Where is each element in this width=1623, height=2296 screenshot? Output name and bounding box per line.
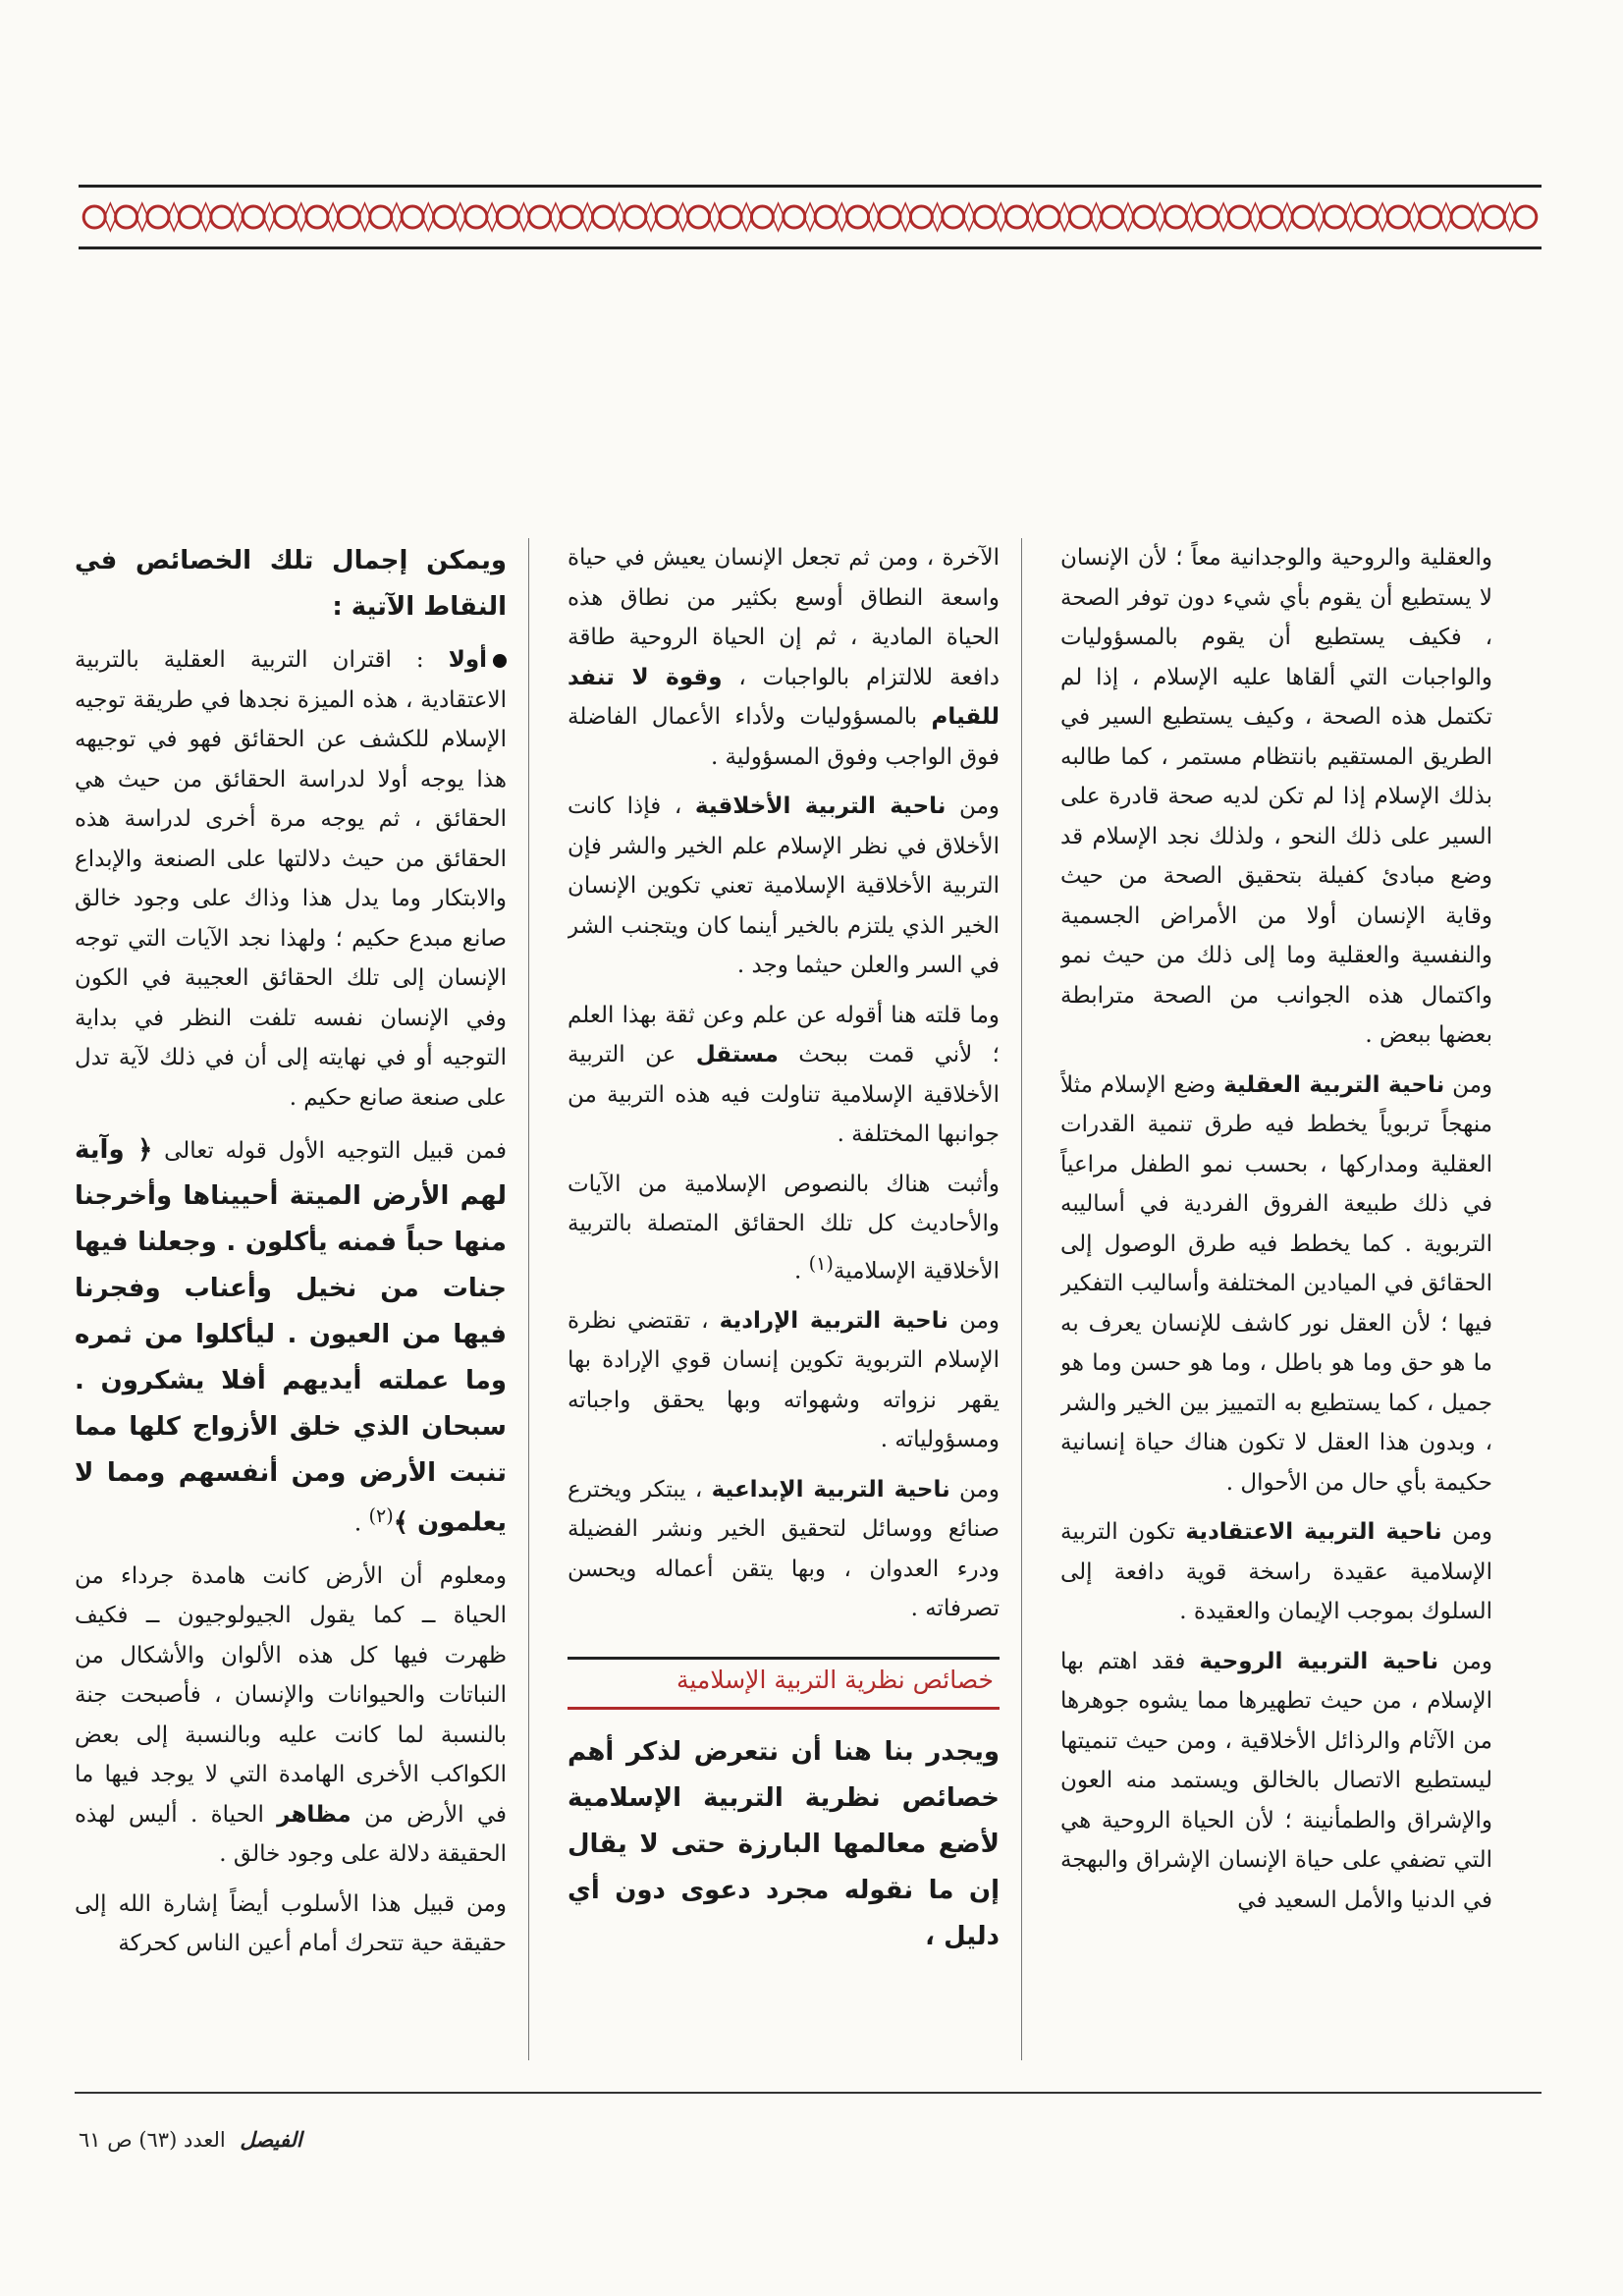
paragraph-will bbox=[568, 1301, 1000, 1460]
footnote-ref: (١) bbox=[808, 1251, 834, 1275]
ornament-ring bbox=[847, 206, 869, 228]
ornament-ring bbox=[943, 206, 964, 228]
bottom-rule bbox=[75, 2092, 1542, 2094]
paragraph-first-point bbox=[75, 640, 507, 1118]
emphasis: وقوة لا تنفد للقيام bbox=[568, 664, 1000, 730]
paragraph-body: الحياة . أليس لهذه الحقيقة دلالة على وجود خالق . bbox=[75, 1801, 507, 1868]
ornament-ring bbox=[1356, 206, 1378, 228]
paragraph-body: عن التربية الأخلاقية الإسلامية تناولت فيه هذه التربية من جوانبها المختلفة . bbox=[568, 1042, 1000, 1147]
ornament-ring bbox=[910, 206, 932, 228]
ornament-ring bbox=[1228, 206, 1250, 228]
column-divider bbox=[1021, 538, 1022, 2060]
paragraph-body: فمن قبيل التوجيه الأول قوله تعالى bbox=[152, 1138, 507, 1164]
ornament-ring bbox=[434, 206, 456, 228]
column-divider bbox=[528, 538, 529, 2060]
ornament-ring bbox=[1038, 206, 1059, 228]
paragraph-body: . bbox=[353, 1510, 369, 1537]
ornament-ring bbox=[1133, 206, 1155, 228]
paragraph-prefix: ومن bbox=[1438, 1648, 1492, 1674]
paragraph-creative bbox=[568, 1470, 1000, 1629]
paragraph-moral bbox=[568, 787, 1000, 986]
ornament-ring bbox=[465, 206, 487, 228]
ornament-ring bbox=[688, 206, 710, 228]
ornament-ring bbox=[243, 206, 264, 228]
heading-belief-education: ناحية التربية الاعتقادية bbox=[1185, 1519, 1442, 1545]
ornament-ring bbox=[275, 206, 297, 228]
ornament-ring bbox=[592, 206, 614, 228]
page-number: ٦١ bbox=[79, 2128, 101, 2152]
ornament-ring bbox=[784, 206, 805, 228]
ornament-ring bbox=[1483, 206, 1504, 228]
paragraph-body: ، فإذا كانت الأخلاق في نظر الإسلام علم الخير والشر فإن التربية الأخلاقية الإسلامية تعني تكوين الإنسان الخير الذي يلتزم بالخير أينما كان ويتجنب الشر في السر والعلن حيثما وجد . bbox=[568, 793, 1000, 978]
paragraph-body: ، يبتكر ويخترع صنائع ووسائل لتحقيق الخير ونشر الفضيلة ودرء العدوان ، وبها يتقن أعماله ويحسن تصرفاته . bbox=[568, 1476, 1000, 1622]
ornamental-border bbox=[79, 185, 1542, 249]
ornament-ring bbox=[879, 206, 900, 228]
paragraph-prefix: ومن bbox=[1441, 1519, 1492, 1545]
paragraph-body: ومعلوم أن الأرض كانت هامدة جرداء من الحياة ــ كما يقول الجيولوجيون ــ فكيف ظهرت فيها كل هذه الألوان والأشكال من النباتات والحيوانات والإنسان ، فأصبحت جنة بالنسبة لما كانت عليه وبالنسبة إلى بعض الكواكب الأخرى الهامدة التي لا يوجد فيها ما في الأرض من bbox=[75, 1562, 507, 1828]
paragraph-body: وضع الإسلام مثلاً منهجاً تربوياً يخطط فيه طرق تنمية القدرات العقلية ومداركها ، بحسب نمو الطفل مراعياً في ذلك طبيعة الفروق الفردية في أساليبه التربوية . كما يخطط فيه طرق الوصول إلى الحقائق في الميادين المختلفة وأساليب التفكير فيها ؛ لأن العقل نور كاشف للإنسان يعرف به ما هو حق وما هو باطل ، وما هو حسن وما هو جميل ، كما يستطيع به التمييز بين الخير والشر ، وبدون هذا العقل لا تكون هناك حياة إنسانية حكيمة بأي حال من الأحوال . bbox=[1060, 1071, 1492, 1496]
ornament-ring bbox=[1165, 206, 1187, 228]
ornament-ring bbox=[974, 206, 996, 228]
paragraph-prefix: ومن bbox=[1444, 1071, 1492, 1098]
ornament-ring bbox=[370, 206, 392, 228]
footnote-ref: (٢) bbox=[368, 1504, 394, 1527]
paragraph-body: وأثبت هناك بالنصوص الإسلامية من الآيات والأحاديث كل تلك الحقائق المتصلة بالتربية الأخلاقية الإسلامية bbox=[568, 1171, 1000, 1285]
paragraph-belief bbox=[1060, 1512, 1492, 1632]
ornament-ring bbox=[338, 206, 359, 228]
magazine-name: الفيصل bbox=[240, 2127, 302, 2152]
quran-verse: ﴿ وآية لهم الأرض الميتة أحييناها وأخرجنا منها حباً فمنه يأكلون . وجعلنا فيها جنات من نخيل وأعناب وفجرنا فيها من العيون . ليأكلوا من ثمره وما عملته أيديهم أفلا يشكرون . سبحان الذي خلق الأزواج كلها مما تنبت الأرض ومن أنفسهم ومما لا يعلمون ﴾ bbox=[75, 1135, 507, 1538]
column-left bbox=[75, 538, 507, 2060]
section-title: خصائص نظرية التربية الإسلامية bbox=[568, 1657, 1000, 1710]
heading-spiritual-education: ناحية التربية الروحية bbox=[1199, 1648, 1439, 1674]
point-label: أولا bbox=[448, 647, 487, 673]
paragraph-spiritual bbox=[1060, 1642, 1492, 1921]
emphasis: مستقل bbox=[695, 1042, 779, 1067]
ornament-ring bbox=[402, 206, 423, 228]
heading-mental-education: ناحية التربية العقلية bbox=[1223, 1071, 1445, 1098]
ornament-ring bbox=[179, 206, 200, 228]
paragraph-body: : اقتران التربية العقلية بالتربية الاعتقادية ، هذه الميزة نجدها في طريقة توجيه الإسلام للكشف عن الحقائق فهو في توجيهه هذا يوجه أولا لدراسة الحقائق من حيث هي الحقائق ، ثم يوجه مرة أخرى لدراسة هذه الحقائق من حيث دلالتها على الصنعة والإبداع والابتكار وما يدل هذا وذاك على وجود خالق صانع مبدع حكيم ؛ ولهذا نجد الآيات التي توجه الإنسان إلى تلك الحقائق العجيبة في الكون وفي الإنسان نفسه تلفت النظر في بداية التوجيه أو في نهايته إلى أن في ذلك لآية تدل على صنعة صانع حكيم . bbox=[75, 647, 507, 1111]
ornament-ring bbox=[1324, 206, 1345, 228]
page-label: ص bbox=[107, 2128, 133, 2152]
ornament-ring bbox=[529, 206, 551, 228]
paragraph-last: ومن قبيل هذا الأسلوب أيضاً إشارة الله إلى حقيقة حية تتحرك أمام أعين الناس كحركة bbox=[75, 1890, 507, 1957]
ornament-ring bbox=[1069, 206, 1091, 228]
paragraph: والعقلية والروحية والوجدانية معاً ؛ لأن الإنسان لا يستطيع أن يقوم بأي شيء دون توفر الصحة ، فكيف يستطيع أن يقوم بالمسؤوليات والواجبات التي ألقاها عليه الإسلام ، إذا لم تكتمل هذه الصحة ، وكيف يستطيع السير في الطريق المستقيم بانتظام مستمر ، كما طالبه بذلك الإسلام إذا لم تكن لديه صحة قادرة على السير على ذلك النحو ، ولذلك نجد الإسلام قد وضع مبادئ كفيلة بتحقيق الصحة من حيث وقاية الإنسان أولا من الأمراض الجسمية والنفسية والعقلية وما إلى ذلك من حيث نمو واكتمال هذه الجوانب من الصحة مترابطة بعضها ببعض . bbox=[1060, 545, 1492, 1048]
ornament-ring bbox=[1261, 206, 1282, 228]
paragraph-earth bbox=[75, 1557, 507, 1875]
ornament-ring bbox=[1292, 206, 1314, 228]
ornament-ring bbox=[561, 206, 582, 228]
heading-moral-education: ناحية التربية الأخلاقية bbox=[694, 793, 947, 819]
emphasis: مظاهر bbox=[277, 1801, 352, 1828]
paragraph-prefix: ومن bbox=[946, 793, 1000, 819]
ornament-ring bbox=[624, 206, 646, 228]
paragraph-body: تكون التربية الإسلامية عقيدة راسخة قوية دافعة إلى السلوك بموجب الإيمان والعقيدة . bbox=[1060, 1519, 1492, 1624]
paragraph-prefix: ومن bbox=[949, 1476, 1000, 1503]
page-footer bbox=[79, 2127, 302, 2152]
ornament-pattern bbox=[79, 188, 1542, 246]
heading-creative-education: ناحية التربية الإبداعية bbox=[711, 1476, 950, 1503]
paragraph-body: ، تقتضي نظرة الإسلام التربوية تكوين إنسان قوي الإرادة بها يقهر نزواته وشهواته وبها يحقق واجباته ومسؤولياته . bbox=[568, 1307, 1000, 1453]
ornament-ring bbox=[147, 206, 169, 228]
paragraph-quote bbox=[75, 1127, 507, 1547]
column-right bbox=[1060, 538, 1492, 2060]
paragraph-prefix: ومن bbox=[948, 1307, 1000, 1334]
issue-label: العدد bbox=[183, 2128, 226, 2152]
ornament-ring bbox=[1006, 206, 1028, 228]
ornament-ring bbox=[720, 206, 741, 228]
ornament-ring bbox=[815, 206, 837, 228]
paragraph-body: الآخرة ، ومن ثم تجعل الإنسان يعيش في حياة واسعة النطاق أوسع بكثير من نطاق هذه الحياة المادية ، ثم إن الحياة الروحية طاقة دافعة للالتزام بالواجبات ، bbox=[568, 545, 1000, 690]
paragraph-body: . bbox=[793, 1258, 809, 1285]
ornament-ring bbox=[1451, 206, 1473, 228]
ornament-ring bbox=[1420, 206, 1441, 228]
ornament-ring bbox=[751, 206, 773, 228]
paragraph-mental bbox=[1060, 1066, 1492, 1503]
paragraph-body: فقد اهتم بها الإسلام ، من حيث تطهيرها مما يشوه جوهرها من الآثام والرذائل الأخلاقية ، ومن حيث تنميتها ليستطيع الاتصال بالخالق ويستمد منه العون والإشراق والطمأنينة ؛ لأن الحياة الروحية هي التي تضفي على حياة الإنسان الإشراق والبهجة في الدنيا والأمل السعيد في bbox=[1060, 1648, 1492, 1913]
heading-will-education: ناحية التربية الإرادية bbox=[719, 1307, 949, 1334]
ornament-ring bbox=[497, 206, 518, 228]
ornament-ring bbox=[306, 206, 328, 228]
ornament-ring bbox=[1515, 206, 1537, 228]
paragraph-hereafter bbox=[568, 538, 1000, 777]
section-intro: ويجدر بنا هنا أن نتعرض لذكر أهم خصائص نظرية التربية الإسلامية لأضع معالمها البارزة حتى لا يقال إن ما نقوله مجرد دعوى دون أي دليل ، bbox=[568, 1736, 1000, 1951]
bullet-icon bbox=[493, 654, 507, 668]
lead-heading: ويمكن إجمال تلك الخصائص في النقاط الآتية : bbox=[75, 546, 507, 622]
ornament-ring bbox=[1102, 206, 1123, 228]
ornament-ring bbox=[656, 206, 677, 228]
paragraph-evidence bbox=[568, 1165, 1000, 1291]
issue-number: (٦٣) bbox=[138, 2128, 178, 2152]
paragraph-science bbox=[568, 996, 1000, 1155]
ornament-ring bbox=[116, 206, 137, 228]
paragraph-body: بالمسؤوليات ولأداء الأعمال الفاضلة فوق الواجب وفوق المسؤولية . bbox=[568, 704, 1000, 770]
ornament-ring bbox=[211, 206, 233, 228]
ornament-ring bbox=[1387, 206, 1409, 228]
paragraph-body: وما قلته هنا أقوله عن علم وعن ثقة بهذا العلم ؛ لأني قمت ببحث bbox=[568, 1002, 1000, 1067]
ornament-ring bbox=[1197, 206, 1218, 228]
column-middle bbox=[568, 538, 1000, 2060]
ornament-ring bbox=[83, 206, 105, 228]
